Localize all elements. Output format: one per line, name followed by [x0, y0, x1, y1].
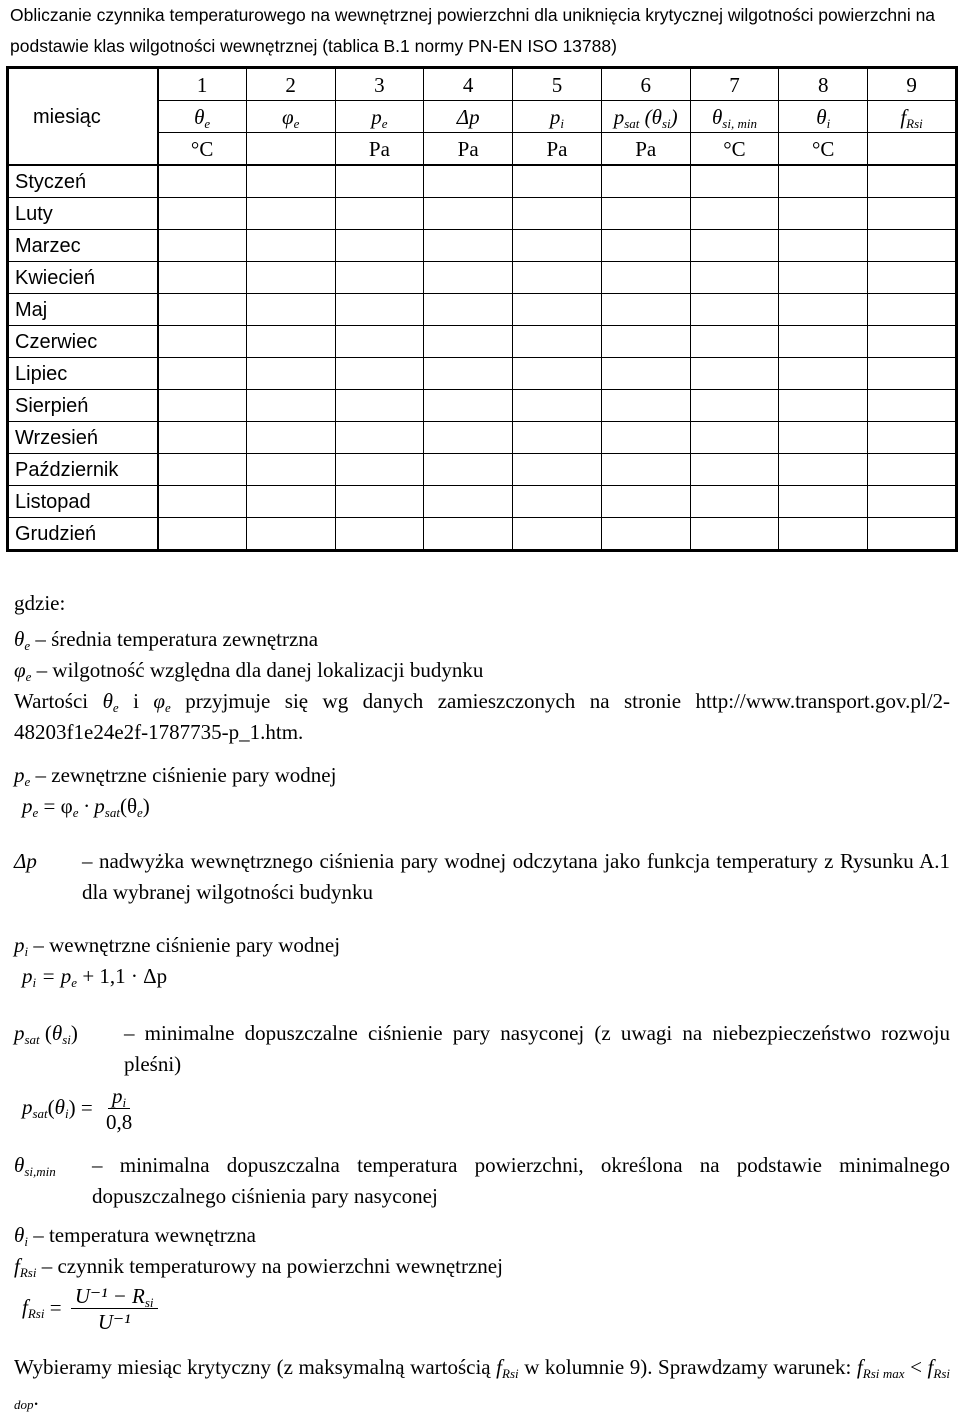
table-cell: [335, 230, 424, 262]
frsi-dop-sub: Rsi dop: [14, 1366, 950, 1412]
column-number: 4: [424, 68, 513, 101]
pe-description: – zewnętrzne ciśnienie pary wodnej: [35, 763, 337, 787]
gdzie-label: gdzie:: [14, 591, 66, 615]
column-number: 1: [158, 68, 247, 101]
final-text-1: Wybieramy miesiąc krytyczny (z maksymalną wartością: [14, 1355, 491, 1379]
table-cell: [335, 165, 424, 198]
table-cell: [424, 422, 513, 454]
month-label: Październik: [8, 454, 158, 486]
pe-formula-mid: · p: [78, 794, 105, 818]
month-label: Kwiecień: [8, 262, 158, 294]
theta-i-description: – temperatura wewnętrzna: [33, 1223, 256, 1247]
table-cell: [246, 390, 335, 422]
psat-denominator: 0,8: [105, 1110, 133, 1134]
dp-symbol: Δp: [14, 849, 37, 873]
table-cell: [779, 358, 868, 390]
table-cell: [246, 262, 335, 294]
table-cell: [779, 486, 868, 518]
table-cell: [424, 358, 513, 390]
month-label: Czerwiec: [8, 326, 158, 358]
table-cell: [868, 454, 957, 486]
table-cell: [158, 230, 247, 262]
table-cell: [424, 326, 513, 358]
table-row: [8, 518, 957, 551]
column-unit: [246, 133, 335, 166]
table-cell: [246, 454, 335, 486]
table-cell: [868, 390, 957, 422]
table-cell: [779, 165, 868, 198]
month-label: Listopad: [8, 486, 158, 518]
month-label: Sierpień: [8, 390, 158, 422]
table-cell: [246, 486, 335, 518]
final-cond-op: <: [910, 1355, 922, 1379]
table-cell: [158, 422, 247, 454]
frsi-max-sub: Rsi max: [862, 1366, 905, 1381]
table-row: [8, 454, 957, 486]
final-text-2: w kolumnie 9). Sprawdzamy warunek:: [524, 1355, 852, 1379]
column-number: 8: [779, 68, 868, 101]
table-cell: [335, 454, 424, 486]
table-cell: [868, 230, 957, 262]
theta-e-description: – średnia temperatura zewnętrzna: [35, 627, 319, 651]
table-cell: [601, 518, 690, 551]
month-label: Grudzień: [8, 518, 158, 551]
table-cell: [158, 358, 247, 390]
table-cell: [513, 358, 602, 390]
column-symbol: $\theta_{si, min}$: [690, 101, 779, 133]
table-cell: [779, 390, 868, 422]
table-cell: [246, 294, 335, 326]
pi-formula: $p_i = p_e + 1,1 \cdot \Delta p$: [22, 964, 168, 990]
table-row: [8, 358, 957, 390]
legend-psat: $p_{sat}$ $(\theta_{si})$ – minimalne dopuszczalne ciśnienie pary nasyconej (z uwagi na niebezpieczeństwo rozwoju pleśni) $p_{sat}(\theta_i)$ = $\frac{p_i}{0,8}$: [14, 1018, 950, 1135]
table-row: [8, 230, 957, 262]
table-cell: [868, 165, 957, 198]
frsi-formula: $f_{Rsi}$ = $\frac{U^{-1} - R_{si}}{\text{U⁻¹}}$: [14, 1284, 950, 1335]
column-number: 7: [690, 68, 779, 101]
month-label: Marzec: [8, 230, 158, 262]
frsi-numerator: U⁻¹ − R: [74, 1284, 145, 1308]
table-row: [8, 422, 957, 454]
month-label: Lipiec: [8, 358, 158, 390]
column-unit: °C: [690, 133, 779, 166]
table-cell: [601, 326, 690, 358]
table-cell: [424, 390, 513, 422]
table-cell: [868, 518, 957, 551]
table-cell: [246, 165, 335, 198]
table-cell: [158, 518, 247, 551]
legend-theta-si-min: $\theta_{si,min}$ – minimalna dopuszczalna temperatura powierzchni, określona na podstawie minimalnego dopuszczalnego ciśnienia pary nasyconej: [14, 1150, 950, 1212]
frsi-denominator: U⁻¹: [97, 1310, 131, 1334]
psat-formula: $p_{sat}(\theta_i)$ = $\frac{p_i}{0,8}$: [14, 1084, 950, 1135]
table-row: [8, 486, 957, 518]
table-cell: [424, 294, 513, 326]
table-cell: [424, 454, 513, 486]
table-cell: [779, 422, 868, 454]
values-note-link: przyjmuje się wg danych zamieszczonych na stronie http://www.transport.gov.pl/2-48203f1e24e2f-1787735-p_1.htm.: [14, 689, 951, 744]
table-cell: [690, 230, 779, 262]
table-cell: [601, 198, 690, 230]
table-cell: [513, 390, 602, 422]
table-cell: [690, 486, 779, 518]
table-row: [8, 326, 957, 358]
month-label: Luty: [8, 198, 158, 230]
table-cell: [779, 326, 868, 358]
table-cell: [601, 230, 690, 262]
table-cell: [335, 486, 424, 518]
column-number: 9: [868, 68, 957, 101]
table-cell: [158, 198, 247, 230]
table-cell: [335, 422, 424, 454]
document-title: Obliczanie czynnika temperaturowego na wewnętrznej powierzchni dla uniknięcia krytycznej wilgotności powierzchni na podstawie klas wilgotności wewnętrznej (tablica B.1 normy PN-EN ISO 13788): [10, 5, 936, 56]
column-number: 5: [513, 68, 602, 101]
table-cell: [601, 262, 690, 294]
table-cell: [779, 230, 868, 262]
table-cell: [158, 390, 247, 422]
column-unit: Pa: [513, 133, 602, 166]
table-cell: [690, 198, 779, 230]
table-cell: [513, 454, 602, 486]
month-label: Styczeń: [8, 165, 158, 198]
frsi-description: – czynnik temperaturowy na powierzchni wewnętrznej: [41, 1254, 503, 1278]
legend-dp: [14, 846, 950, 908]
table-cell: [690, 518, 779, 551]
column-symbol: $p_e$: [335, 101, 424, 133]
table-cell: [246, 230, 335, 262]
column-unit: [868, 133, 957, 166]
table-cell: [513, 230, 602, 262]
table-cell: [868, 358, 957, 390]
table-cell: [868, 198, 957, 230]
column-symbol: $\theta_e$: [158, 101, 247, 133]
table-row: [8, 198, 957, 230]
table-cell: [424, 165, 513, 198]
table-cell: [158, 165, 247, 198]
month-label: Maj: [8, 294, 158, 326]
table-cell: [335, 518, 424, 551]
table-cell: [158, 326, 247, 358]
table-cell: [690, 326, 779, 358]
table-cell: [513, 165, 602, 198]
pi-formula-end: + 1,1 · Δp: [82, 964, 168, 988]
pe-formula-end: (θ: [119, 794, 138, 818]
phi-e-description: – wilgotność względna dla danej lokalizacji budynku: [36, 658, 484, 682]
table-cell: [868, 294, 957, 326]
table-cell: [335, 390, 424, 422]
pi-formula-eq: = p: [41, 964, 72, 988]
table-cell: [335, 294, 424, 326]
table-cell: [513, 294, 602, 326]
table-cell: [690, 165, 779, 198]
table-cell: [335, 326, 424, 358]
table-cell: [424, 486, 513, 518]
table-cell: [779, 262, 868, 294]
column-symbol: $\varphi_e$: [246, 101, 335, 133]
month-label: Wrzesień: [8, 422, 158, 454]
legend-theta-i: $\theta_i$ – temperatura wewnętrzna $f_{Rsi}$ – czynnik temperaturowy na powierzchni wewnętrznej $f_{Rsi}$ = $\frac{U^{-1} - R_{si}}{\text{U⁻¹}}$: [14, 1220, 950, 1335]
table-cell: [690, 454, 779, 486]
table-cell: [601, 358, 690, 390]
table-cell: [779, 294, 868, 326]
table-cell: [246, 518, 335, 551]
table-cell: [513, 198, 602, 230]
values-note-conj: i: [133, 689, 139, 713]
pe-formula-eq: = φ: [43, 794, 73, 818]
column-unit: Pa: [335, 133, 424, 166]
table-cell: [246, 422, 335, 454]
table-row: [8, 262, 957, 294]
table-cell: [868, 486, 957, 518]
table-cell: [779, 198, 868, 230]
table-cell: [335, 262, 424, 294]
table-cell: [601, 454, 690, 486]
legend-pi: $p_i$ – wewnętrzne ciśnienie pary wodnej $p_i = p_e + 1,1 \cdot \Delta p$: [14, 930, 950, 992]
table-cell: [424, 262, 513, 294]
table-row: [8, 165, 957, 198]
values-note: Wartości: [14, 689, 89, 713]
pi-description: – wewnętrzne ciśnienie pary wodnej: [33, 933, 341, 957]
phi-e-symbol: $\varphi_e$: [14, 658, 32, 684]
final-statement: Wybieramy miesiąc krytyczny (z maksymalną wartością $f_{Rsi}$ w kolumnie 9). Sprawdzamy warunek: $f_{Rsi max} < f_{Rsi dop}$.: [14, 1355, 950, 1412]
theta-si-min-description: – minimalna dopuszczalna temperatura powierzchni, określona na podstawie minimalnego dopuszczalnego ciśnienia pary nasyconej: [92, 1153, 950, 1208]
column-unit: °C: [779, 133, 868, 166]
table-cell: [335, 198, 424, 230]
table-cell: [690, 294, 779, 326]
table-cell: [690, 390, 779, 422]
table-cell: [158, 454, 247, 486]
table-cell: [513, 262, 602, 294]
column-unit: °C: [158, 133, 247, 166]
table-cell: [513, 518, 602, 551]
table-cell: [158, 262, 247, 294]
table-cell: [424, 198, 513, 230]
table-cell: [601, 165, 690, 198]
pe-formula: $p_e = \varphi_e \cdot p_{sat}(\theta_e)$: [22, 794, 150, 820]
table-cell: [424, 230, 513, 262]
table-cell: [513, 326, 602, 358]
column-number: 2: [246, 68, 335, 101]
column-number: 6: [601, 68, 690, 101]
column-symbol: $p_i$: [513, 101, 602, 133]
theta-e-symbol: $\theta_e$: [14, 627, 31, 653]
table-row: [8, 390, 957, 422]
table-cell: [779, 454, 868, 486]
table-cell: [601, 486, 690, 518]
table-cell: [246, 326, 335, 358]
table-cell: [690, 262, 779, 294]
table-cell: [513, 422, 602, 454]
table-cell: [868, 262, 957, 294]
dp-description: – nadwyżka wewnętrznego ciśnienia pary wodnej odczytana jako funkcja temperatury z Rysunku A.1 dla wybranej wilgotności budynku: [82, 849, 950, 904]
table-row: [8, 294, 957, 326]
table-cell: [246, 358, 335, 390]
psat-description: – minimalne dopuszczalne ciśnienie pary nasyconej (z uwagi na niebezpieczeństwo rozwoju pleśni): [124, 1021, 950, 1076]
legend-pe: $p_e$ – zewnętrzne ciśnienie pary wodnej $p_e = \varphi_e \cdot p_{sat}(\theta_e)$: [14, 760, 950, 822]
table-cell: [601, 294, 690, 326]
column-unit: Pa: [601, 133, 690, 166]
table-cell: [335, 358, 424, 390]
table-cell: [513, 486, 602, 518]
legend: [14, 588, 950, 619]
table-cell: [868, 326, 957, 358]
column-symbol: $f_{Rsi}$: [868, 101, 957, 133]
column-symbol: $p_{sat}$ $(\theta_{si})$: [601, 101, 690, 133]
table-cell: [246, 198, 335, 230]
table-cell: [601, 422, 690, 454]
table-cell: [424, 518, 513, 551]
column-number: 3: [335, 68, 424, 101]
data-table: [6, 66, 958, 552]
table-cell: [158, 486, 247, 518]
table-cell: [779, 518, 868, 551]
table-cell: [690, 422, 779, 454]
table-cell: [601, 390, 690, 422]
table-cell: [868, 422, 957, 454]
legend-theta-e: $\theta_e$ – średnia temperatura zewnętrzna $\varphi_e$ – wilgotność względna dla danej lokalizacji budynku Wartości $\theta_e$ i $\varphi_e$ przyjmuje się wg danych zamieszczonych na stronie http://www.transport.gov.pl/2-48203f1e24e2f-1787735-p_1.htm.: [14, 627, 951, 744]
column-unit: Pa: [424, 133, 513, 166]
column-symbol: Δp: [424, 101, 513, 133]
month-column-header: miesiąc: [8, 68, 158, 166]
column-symbol: $\theta_i$: [779, 101, 868, 133]
table-cell: [690, 358, 779, 390]
table-cell: [158, 294, 247, 326]
